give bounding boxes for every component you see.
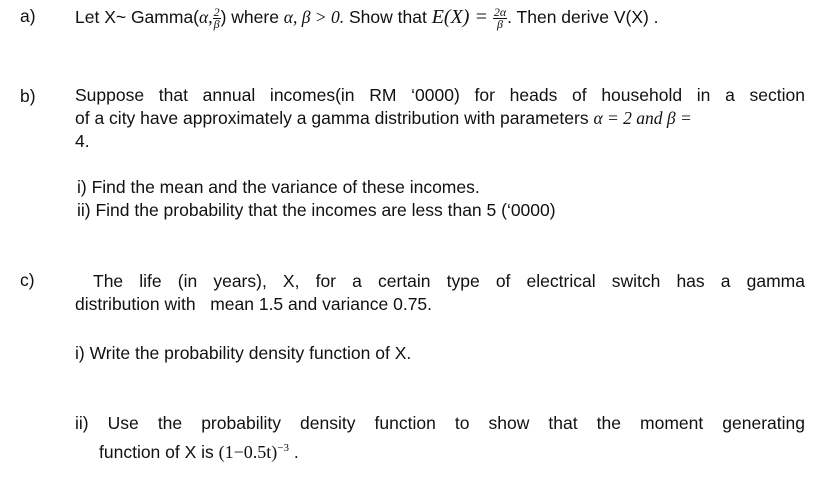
part-a-question: [75, 6, 659, 30]
part-a-text-4: . Then derive V(X) .: [507, 7, 659, 27]
part-c-sub-1: i) Write the probability density function of X.: [75, 343, 412, 363]
part-c-question: [75, 270, 805, 316]
two-over-beta-fraction: [213, 4, 221, 31]
part-c-sub-2-text: function of X is: [99, 441, 219, 462]
comma: ,: [208, 7, 213, 27]
part-a-label: a): [20, 6, 36, 26]
fraction-denominator: β: [213, 16, 220, 31]
mgf-exponent: −3: [277, 442, 290, 454]
part-c-sub-2: [75, 412, 805, 464]
part-b-label: b): [20, 86, 36, 106]
part-a-text-3: Show that: [344, 7, 432, 27]
two-alpha-over-beta-fraction: [493, 4, 507, 31]
mgf-expression: (1−0.5t): [218, 441, 278, 462]
part-b-line-2: [75, 107, 805, 130]
fraction-numerator: 2: [213, 4, 220, 19]
part-a-text-2: ) where: [220, 7, 284, 27]
part-b-subquestions: [77, 176, 556, 222]
part-c-sub-2-line-1: ii) Use the probability density function to show that the moment generating: [75, 413, 805, 433]
part-b-line-2-text: of a city have approximately a gamma distribution with parameters: [75, 108, 594, 128]
part-c-line-2: distribution with mean 1.5 and variance 0.75.: [75, 294, 433, 314]
part-b-sub-2: ii) Find the probability that the incomes are less than 5 (‘0000): [77, 200, 556, 220]
parameters-value: α = 2 and β =: [593, 108, 692, 128]
mean-numerator: 2α: [493, 4, 507, 19]
alpha-symbol: α: [199, 7, 209, 27]
part-c-label: c): [20, 270, 35, 290]
part-a-text-1: Let X~ Gamma(: [75, 7, 200, 27]
expectation-formula: E(X) =: [431, 6, 488, 28]
part-b-sub-1: i) Find the mean and the variance of these incomes.: [77, 177, 480, 197]
part-c-sub-2-line-2: [75, 437, 805, 464]
part-b-line-1: Suppose that annual incomes(in RM ‘0000) for heads of household in a section: [75, 85, 805, 105]
part-b-question: [75, 84, 805, 153]
part-b-line-3: 4.: [75, 131, 90, 151]
mean-denominator: β: [496, 16, 503, 31]
part-c-sub-2-end: .: [289, 441, 299, 462]
parameter-condition: α, β > 0.: [283, 7, 345, 27]
part-c-line-1: The life (in years), X, for a certain type of electrical switch has a gamma: [93, 271, 805, 291]
